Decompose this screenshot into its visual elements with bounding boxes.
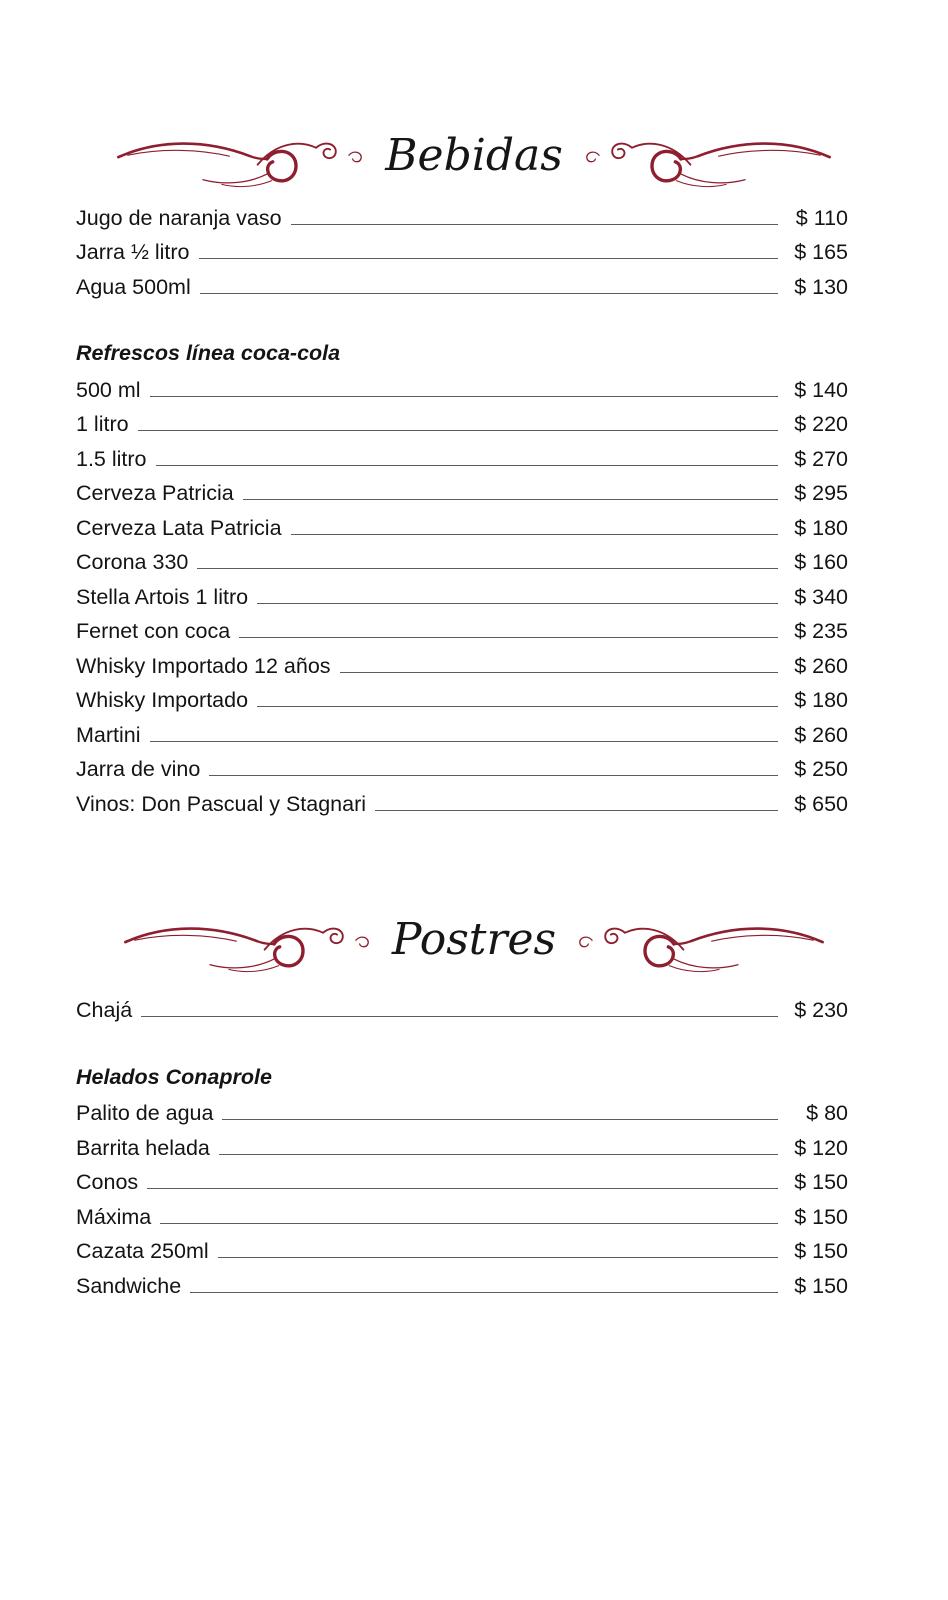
menu-item-leader — [160, 1223, 778, 1224]
menu-item-label: Whisky Importado 12 años — [76, 653, 331, 678]
menu-item-row — [76, 267, 848, 302]
menu-item-label: Vinos: Don Pascual y Stagnari — [76, 791, 367, 816]
menu-item-leader — [199, 258, 778, 259]
menu-item-leader — [138, 430, 778, 431]
menu-item-row — [76, 508, 848, 543]
menu-item-label: Stella Artois 1 litro — [76, 584, 249, 609]
menu-item-row — [76, 681, 848, 716]
bebidas-list — [0, 198, 948, 819]
menu-item-leader — [243, 499, 778, 500]
menu-item-leader — [219, 1154, 778, 1155]
menu-item-price: $ 270 — [794, 446, 848, 471]
menu-item-leader — [218, 1257, 778, 1258]
menu-item-leader — [375, 810, 778, 811]
menu-item-label: Palito de agua — [76, 1101, 214, 1126]
menu-item-row — [76, 715, 848, 750]
menu-item-row — [76, 1094, 848, 1129]
menu-item-label: Barrita helada — [76, 1135, 210, 1160]
menu-item-row — [76, 233, 848, 268]
menu-item-label: 1 litro — [76, 412, 129, 437]
menu-item-leader — [156, 465, 778, 466]
menu-item-label: 500 ml — [76, 377, 141, 402]
menu-item-row — [76, 1163, 848, 1198]
menu-item-row — [76, 198, 848, 233]
menu-item-row — [76, 750, 848, 785]
menu-item-leader — [150, 741, 778, 742]
menu-item-leader — [222, 1119, 778, 1120]
menu-item-leader — [147, 1188, 778, 1189]
menu-item-row — [76, 991, 848, 1026]
menu-item-leader — [291, 534, 778, 535]
menu-item-leader — [197, 568, 778, 569]
menu-item-leader — [257, 603, 778, 604]
menu-item-leader — [190, 1292, 778, 1293]
menu-item-label: Jarra ½ litro — [76, 240, 190, 265]
section-title-bebidas: Bebidas — [385, 129, 563, 181]
menu-item-price: $ 160 — [794, 550, 848, 575]
menu-item-label: Cerveza Patricia — [76, 481, 234, 506]
menu-item-leader — [239, 637, 778, 638]
menu-item-price: $ 130 — [794, 274, 848, 299]
menu-item-label: Cazata 250ml — [76, 1239, 209, 1264]
menu-item-price: $ 650 — [794, 791, 848, 816]
menu-item-price: $ 180 — [794, 515, 848, 540]
menu-item-price: $ 220 — [794, 412, 848, 437]
menu-item-row — [76, 543, 848, 578]
menu-item-price: $ 230 — [794, 998, 848, 1023]
menu-item-row — [76, 439, 848, 474]
menu-item-leader — [200, 293, 778, 294]
menu-item-price: $ 80 — [806, 1101, 848, 1126]
group-heading-helados: Helados Conaprole — [76, 1064, 272, 1089]
menu-item-row — [76, 612, 848, 647]
menu-item-leader — [257, 706, 778, 707]
menu-item-row — [76, 1128, 848, 1163]
menu-item-price: $ 150 — [794, 1170, 848, 1195]
menu-item-price: $ 120 — [794, 1135, 848, 1160]
menu-item-label: Whisky Importado — [76, 688, 249, 713]
menu-item-label: Jugo de naranja vaso — [76, 205, 282, 230]
section-header-bebidas — [0, 120, 948, 198]
menu-item-row — [76, 1266, 848, 1301]
menu-item-label: Chajá — [76, 998, 133, 1023]
flourish-left-icon — [116, 127, 371, 191]
menu-item-price: $ 260 — [794, 722, 848, 747]
menu-item-row — [76, 1197, 848, 1232]
menu-item-row — [76, 405, 848, 440]
menu-item-price: $ 250 — [794, 757, 848, 782]
menu-item-label: Fernet con coca — [76, 619, 231, 644]
flourish-right-icon — [570, 912, 825, 976]
menu-item-label: Máxima — [76, 1204, 152, 1229]
menu-item-price: $ 150 — [794, 1239, 848, 1264]
menu-item-price: $ 140 — [794, 377, 848, 402]
menu-item-label: Sandwiche — [76, 1273, 182, 1298]
section-title-postres: Postres — [391, 914, 557, 966]
menu-item-price: $ 165 — [794, 240, 848, 265]
menu-item-price: $ 110 — [795, 205, 848, 230]
flourish-left-icon — [123, 912, 378, 976]
menu-item-label: Conos — [76, 1170, 139, 1195]
menu-item-row — [76, 646, 848, 681]
menu-item-label: Corona 330 — [76, 550, 189, 575]
menu-item-label: Jarra de vino — [76, 757, 201, 782]
menu-item-price: $ 295 — [794, 481, 848, 506]
menu-item-leader — [340, 672, 778, 673]
menu-item-leader — [291, 224, 778, 225]
menu-item-price: $ 340 — [794, 584, 848, 609]
menu-item-leader — [209, 775, 778, 776]
menu-item-row — [76, 577, 848, 612]
menu-item-row — [76, 370, 848, 405]
menu-item-label: Cerveza Lata Patricia — [76, 515, 282, 540]
menu-item-row — [76, 784, 848, 819]
flourish-right-icon — [577, 127, 832, 191]
menu-item-label: 1.5 litro — [76, 446, 147, 471]
menu-item-leader — [141, 1016, 778, 1017]
postres-list — [0, 991, 948, 1301]
menu-item-row — [76, 474, 848, 509]
menu-item-price: $ 180 — [794, 688, 848, 713]
menu-item-price: $ 150 — [794, 1204, 848, 1229]
menu-item-label: Martini — [76, 722, 141, 747]
menu-item-price: $ 260 — [794, 653, 848, 678]
menu-item-price: $ 150 — [794, 1273, 848, 1298]
menu-item-price: $ 235 — [794, 619, 848, 644]
menu-item-leader — [150, 396, 778, 397]
menu-item-row — [76, 1232, 848, 1267]
group-heading-refrescos: Refrescos línea coca-cola — [76, 341, 341, 366]
menu-item-label: Agua 500ml — [76, 274, 191, 299]
section-header-postres — [0, 905, 948, 983]
